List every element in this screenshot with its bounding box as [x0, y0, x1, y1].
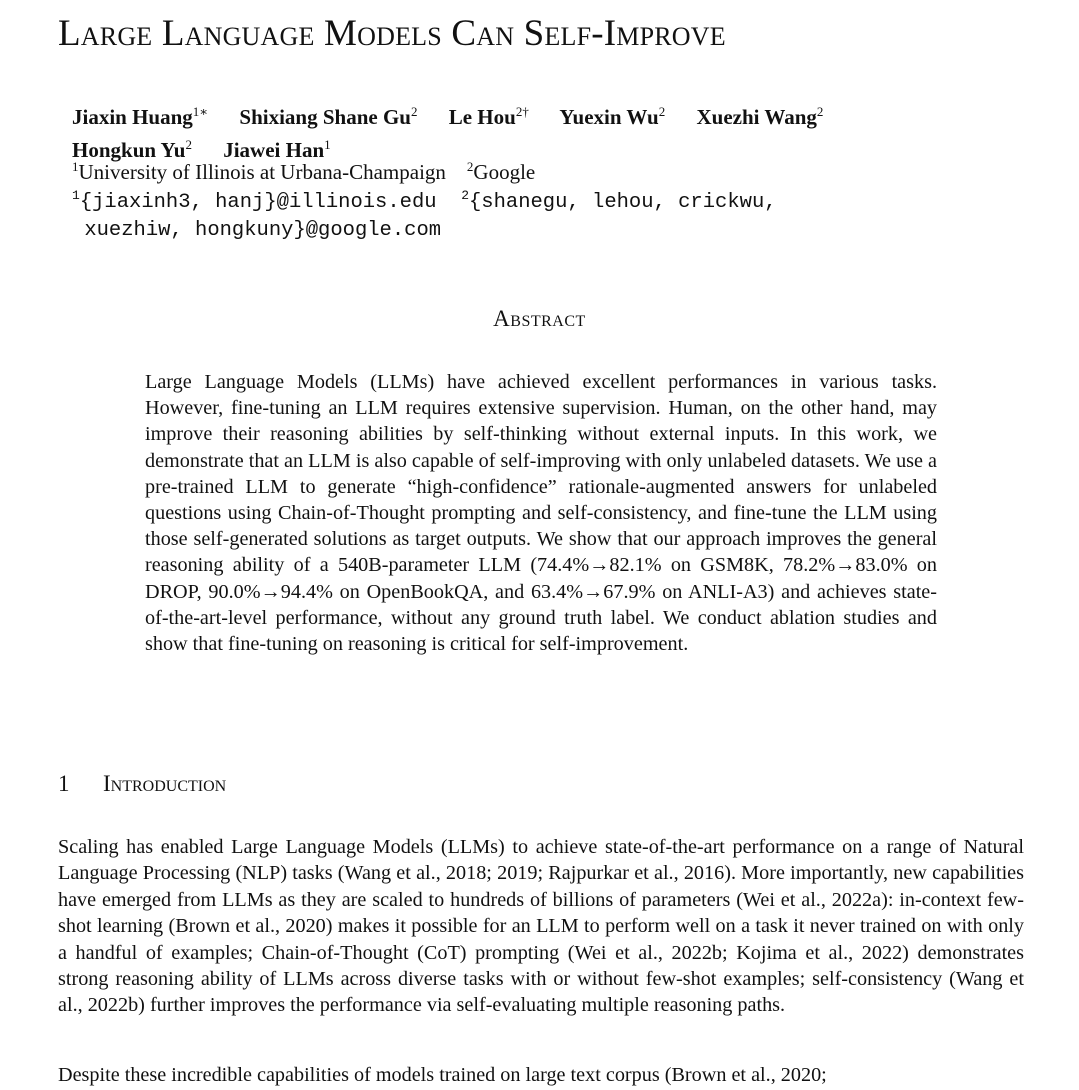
paragraph: Scaling has enabled Large Language Models (LLMs) to achieve state-of-the-art performance on a range of Natural Language Processing (NLP) tasks (Wang et al., 2018; 2019; Rajpurkar et al., 2016). More importantly, new capabilities have emerged from LLMs as they are scaled to hundreds of billions of parameters (Wei et al., 2022a): in-context few-shot learning (Brown et al., 2020) makes it possible for an LLM to perform well on a task it never trained on with only a handful of examples; Chain-of-Thought (CoT) prompting (Wei et al., 2022b; Kojima et al., 2022) demonstrates strong reasoning ability of LLMs across diverse tasks with or without few-shot examples; self-consistency (Wang et al., 2022b) further improves the performance via self-evaluating multiple reasoning paths.: [58, 836, 1024, 1017]
author: Hongkun Yu$^2$: [72, 137, 192, 162]
affiliation: Google: [473, 160, 536, 184]
abstract-heading: Abstract: [493, 306, 586, 331]
author: Yuexin Wu$^2$: [559, 104, 666, 129]
section-title: Introduction: [103, 771, 227, 796]
paragraph: Despite these incredible capabilities of models trained on large text corpus (Brown et al., 2020;: [58, 1064, 827, 1086]
author: Jiawei Han$^1$: [223, 137, 331, 162]
section-heading: [58, 771, 226, 797]
author: Le Hou$^{2\dagger}$: [448, 104, 529, 129]
affiliations: $^1$University of Illinois at Urbana-Champaign $^2$Google: [72, 159, 536, 184]
section-number: 1: [58, 771, 70, 796]
author: Xuezhi Wang$^2$: [696, 104, 824, 129]
affiliation: University of Illinois at Urbana-Champaign: [78, 160, 446, 184]
paper-title: Large Language Models Can Self-Improve: [58, 13, 726, 54]
author: Jiaxin Huang$^{1∗}$: [72, 104, 209, 129]
author-emails: $^1${jiaxinh3, hanj}@illinois.edu $^2${shanegu, lehou, crickwu, xuezhiw, hongkuny}@google.com: [72, 188, 777, 242]
abstract-text: Large Language Models (LLMs) have achieved excellent performances in various tasks. However, fine-tuning an LLM requires extensive supervision. Human, on the other hand, may improve their reasoning abilities by self-thinking without external inputs. In this work, we demonstrate that an LLM is also capable of self-improving with only unlabeled datasets. We use a pre-trained LLM to generate “high-confidence” rationale-augmented answers for unlabeled questions using Chain-of-Thought prompting and self-consistency, and fine-tune the LLM using those self-generated solutions as target outputs. We show that our approach improves the general reasoning ability of a 540B-parameter LLM (74.4%→82.1% on GSM8K, 78.2%→83.0% on DROP, 90.0%→94.4% on OpenBookQA, and 63.4%→67.9% on ANLI-A3) and achieves state-of-the-art-level performance, without any ground truth label. We conduct ablation studies and show that fine-tuning on reasoning is critical for self-improvement.: [145, 371, 937, 656]
author: Shixiang Shane Gu$^2$: [239, 104, 418, 129]
